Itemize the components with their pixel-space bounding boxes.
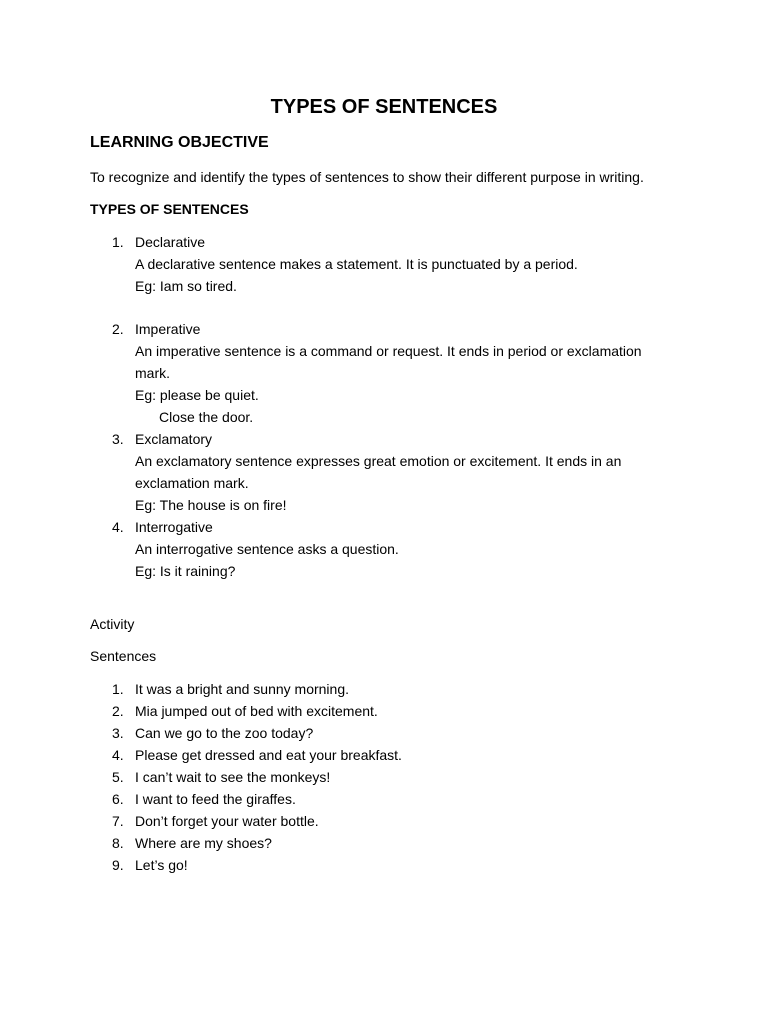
list-number: 4.: [112, 519, 124, 535]
type-example-continued: Close the door.: [159, 409, 254, 425]
sentences-label: Sentences: [90, 648, 157, 664]
list-item: [90, 766, 678, 788]
type-item-exclamatory: [90, 428, 678, 516]
list-number: 1.: [112, 681, 124, 697]
list-item: [90, 700, 678, 722]
sentence-text: I can’t wait to see the monkeys!: [135, 769, 331, 785]
sentence-text: Please get dressed and eat your breakfast.: [135, 747, 402, 763]
type-example: Eg: The house is on fire!: [135, 497, 287, 513]
list-number: 9.: [112, 857, 124, 873]
list-item: [90, 678, 678, 700]
type-description: An interrogative sentence asks a question.: [135, 541, 399, 557]
sentence-types-list: [90, 231, 678, 582]
type-example: Eg: please be quiet.: [135, 387, 259, 403]
document-title: TYPES OF SENTENCES: [270, 96, 498, 118]
type-description: An imperative sentence is a command or request. It ends in period or exclamation mark.: [135, 343, 642, 381]
sentence-text: Where are my shoes?: [135, 835, 272, 851]
list-number: 3.: [112, 431, 124, 447]
list-item: [90, 854, 678, 876]
list-item: [90, 744, 678, 766]
type-name: Interrogative: [135, 519, 213, 535]
list-item: [90, 810, 678, 832]
list-number: 3.: [112, 725, 124, 741]
activity-sentence-list: [90, 678, 678, 876]
learning-objective-text: To recognize and identify the types of sentences to show their different purpose in writing.: [90, 169, 644, 185]
learning-objective-heading: LEARNING OBJECTIVE: [90, 134, 269, 151]
list-number: 2.: [112, 321, 124, 337]
types-of-sentences-heading: TYPES OF SENTENCES: [90, 201, 249, 217]
type-example: Eg: Is it raining?: [135, 563, 236, 579]
type-item-interrogative: [90, 516, 678, 582]
sentence-text: Mia jumped out of bed with excitement.: [135, 703, 378, 719]
list-number: 4.: [112, 747, 124, 763]
list-item: [90, 832, 678, 854]
type-example: Eg: Iam so tired.: [135, 278, 237, 294]
sentence-text: I want to feed the giraffes.: [135, 791, 296, 807]
sentence-text: Don’t forget your water bottle.: [135, 813, 319, 829]
list-item: [90, 722, 678, 744]
type-name: Declarative: [135, 234, 206, 250]
sentence-text: Let’s go!: [135, 857, 188, 873]
type-name: Imperative: [135, 321, 201, 337]
list-item: [90, 788, 678, 810]
type-name: Exclamatory: [135, 431, 213, 447]
list-number: 1.: [112, 234, 124, 250]
list-number: 6.: [112, 791, 124, 807]
sentence-text: It was a bright and sunny morning.: [135, 681, 350, 697]
list-number: 7.: [112, 813, 124, 829]
list-number: 2.: [112, 703, 124, 719]
list-number: 5.: [112, 769, 124, 785]
type-description: A declarative sentence makes a statement. It is punctuated by a period.: [135, 256, 578, 272]
activity-label: Activity: [90, 616, 135, 632]
type-item-imperative: [90, 318, 678, 428]
type-description: An exclamatory sentence expresses great emotion or excitement. It ends in an exclamation mark.: [135, 453, 622, 491]
sentence-text: Can we go to the zoo today?: [135, 725, 314, 741]
list-number: 8.: [112, 835, 124, 851]
type-item-declarative: [90, 231, 678, 297]
